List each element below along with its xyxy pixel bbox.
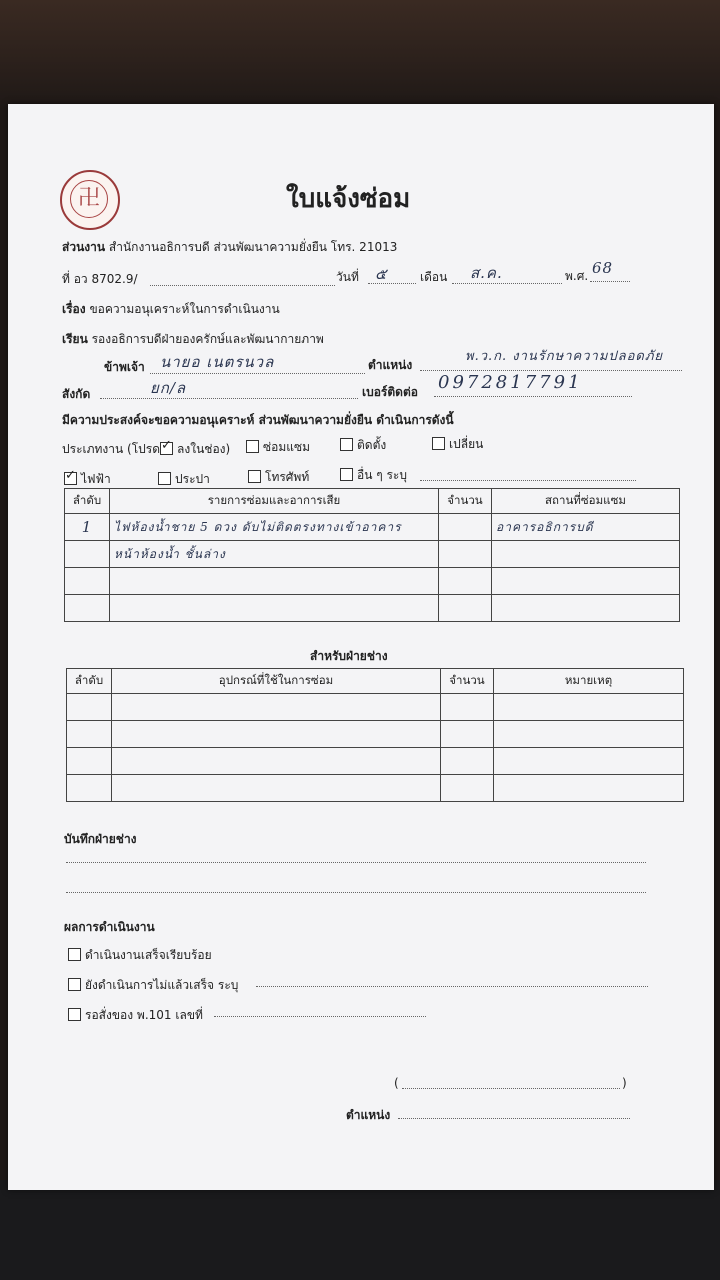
date-year: 68 <box>592 259 614 277</box>
table-row <box>67 694 684 721</box>
unit-label: สังกัด <box>62 387 91 401</box>
result-option-done[interactable]: ดำเนินงานเสร็จเรียบร้อย <box>68 946 212 965</box>
table-surface <box>0 1180 720 1280</box>
date-month: ส.ค. <box>470 264 503 282</box>
table-row: 1 ไฟห้องน้ำชาย 5 ดวง ดับไม่ติดตรงทางเข้าอาคาร อาคารอธิการบดี <box>65 514 680 541</box>
checkbox-icon <box>68 948 81 961</box>
signature-close: ) <box>622 1076 627 1090</box>
subject-value: ขอความอนุเคราะห์ในการดำเนินงาน <box>89 302 280 316</box>
form-title: ใบแจ้งซ่อม <box>286 184 411 214</box>
signature-line <box>402 1088 620 1089</box>
result-title: ผลการดำเนินงาน <box>64 920 155 934</box>
checkbox-icon <box>248 470 261 483</box>
checkbox-icon <box>68 978 81 991</box>
option-install[interactable]: ติดตั้ง <box>340 436 386 455</box>
option-replace[interactable]: เปลี่ยน <box>432 435 483 454</box>
department-value: สำนักงานอธิการบดี ส่วนพัฒนาความยั่งยืน โทร. 21013 <box>108 240 398 254</box>
checkbox-icon <box>68 1008 81 1021</box>
option-electric[interactable]: ✓ไฟฟ้า <box>64 470 111 489</box>
position-value: พ.ว.ก. งานรักษาความปลอดภัย <box>465 349 664 364</box>
table-row <box>67 775 684 802</box>
date-label: วันที่ <box>336 270 359 284</box>
checked-box-icon <box>64 472 77 485</box>
technician-notes-label: บันทึกฝ่ายช่าง <box>64 832 137 846</box>
year-label: พ.ศ. <box>565 269 589 283</box>
phone-value: 0972817791 <box>438 372 583 393</box>
to-label: เรียน <box>62 332 88 346</box>
date-day: ๕ <box>375 265 388 283</box>
ref-label: ที่ อว 8702.9/ <box>62 272 138 286</box>
checkbox-icon <box>340 468 353 481</box>
university-seal-logo: 卍 <box>60 170 120 230</box>
checkbox-icon <box>432 437 445 450</box>
ref-line <box>150 285 335 286</box>
table-row <box>65 568 680 595</box>
month-label: เดือน <box>420 270 448 284</box>
signature-open: ( <box>394 1076 399 1090</box>
position-label: ตำแหน่ง <box>368 358 413 372</box>
notes-line <box>66 892 646 893</box>
check-icon <box>160 442 173 455</box>
department-label: ส่วนงาน <box>62 240 106 254</box>
technician-table: ลำดับ อุปกรณ์ที่ใช้ในการซ่อม จำนวน หมายเหตุ <box>66 668 684 802</box>
checkbox-icon <box>246 440 259 453</box>
table-row <box>67 721 684 748</box>
worktype-row: ประเภทงาน (โปรด✓ ลงในช่อง) <box>62 440 230 459</box>
repair-table: ลำดับ รายการซ่อมและอาการเสีย จำนวน สถานที่ซ่อมแซม 1 ไฟห้องน้ำชาย 5 ดวง ดับไม่ติดตรงทางเข้าอาคาร อาคารอธิการบดี หน้าห้องน้ำ ชั้นล่าง <box>64 488 680 622</box>
phone-label: เบอร์ติดต่อ <box>362 385 418 399</box>
worktype-label: ประเภทงาน (โปรด <box>62 442 161 456</box>
table-row <box>67 748 684 775</box>
option-phone[interactable]: โทรศัพท์ <box>248 468 309 487</box>
repair-item: ไฟห้องน้ำชาย 5 ดวง ดับไม่ติดตรงทางเข้าอาคาร <box>110 514 439 541</box>
option-water[interactable]: ประปา <box>158 470 210 489</box>
repair-location: อาคารอธิการบดี <box>492 514 680 541</box>
table-row <box>65 595 680 622</box>
to-value: รองอธิการบดีฝ่ายองครักษ์และพัฒนากายภาพ <box>91 332 324 346</box>
signer-position-label: ตำแหน่ง <box>346 1108 391 1122</box>
table-row: หน้าห้องน้ำ ชั้นล่าง <box>65 541 680 568</box>
checkbox-icon <box>340 438 353 451</box>
result-option-waiting[interactable]: รอสั่งของ พ.101 เลขที่ <box>68 1006 203 1025</box>
unit-value: ยก/ล <box>150 379 187 397</box>
option-repair[interactable]: ซ่อมแซม <box>246 438 310 457</box>
requester-value: นายอ เนตรนวล <box>160 353 275 371</box>
checkbox-icon <box>158 472 171 485</box>
requester-label: ข้าพเจ้า <box>104 360 145 374</box>
technician-section-title: สำหรับฝ่ายช่าง <box>310 649 388 663</box>
purpose-text: มีความประสงค์จะขอความอนุเคราะห์ ส่วนพัฒนาความยั่งยืน ดำเนินการดังนี้ <box>62 413 454 427</box>
subject-label: เรื่อง <box>62 302 86 316</box>
result-option-pending[interactable]: ยังดำเนินการไม่แล้วเสร็จ ระบุ <box>68 976 238 995</box>
option-other[interactable]: อื่น ๆ ระบุ <box>340 466 407 485</box>
notes-line <box>66 862 646 863</box>
